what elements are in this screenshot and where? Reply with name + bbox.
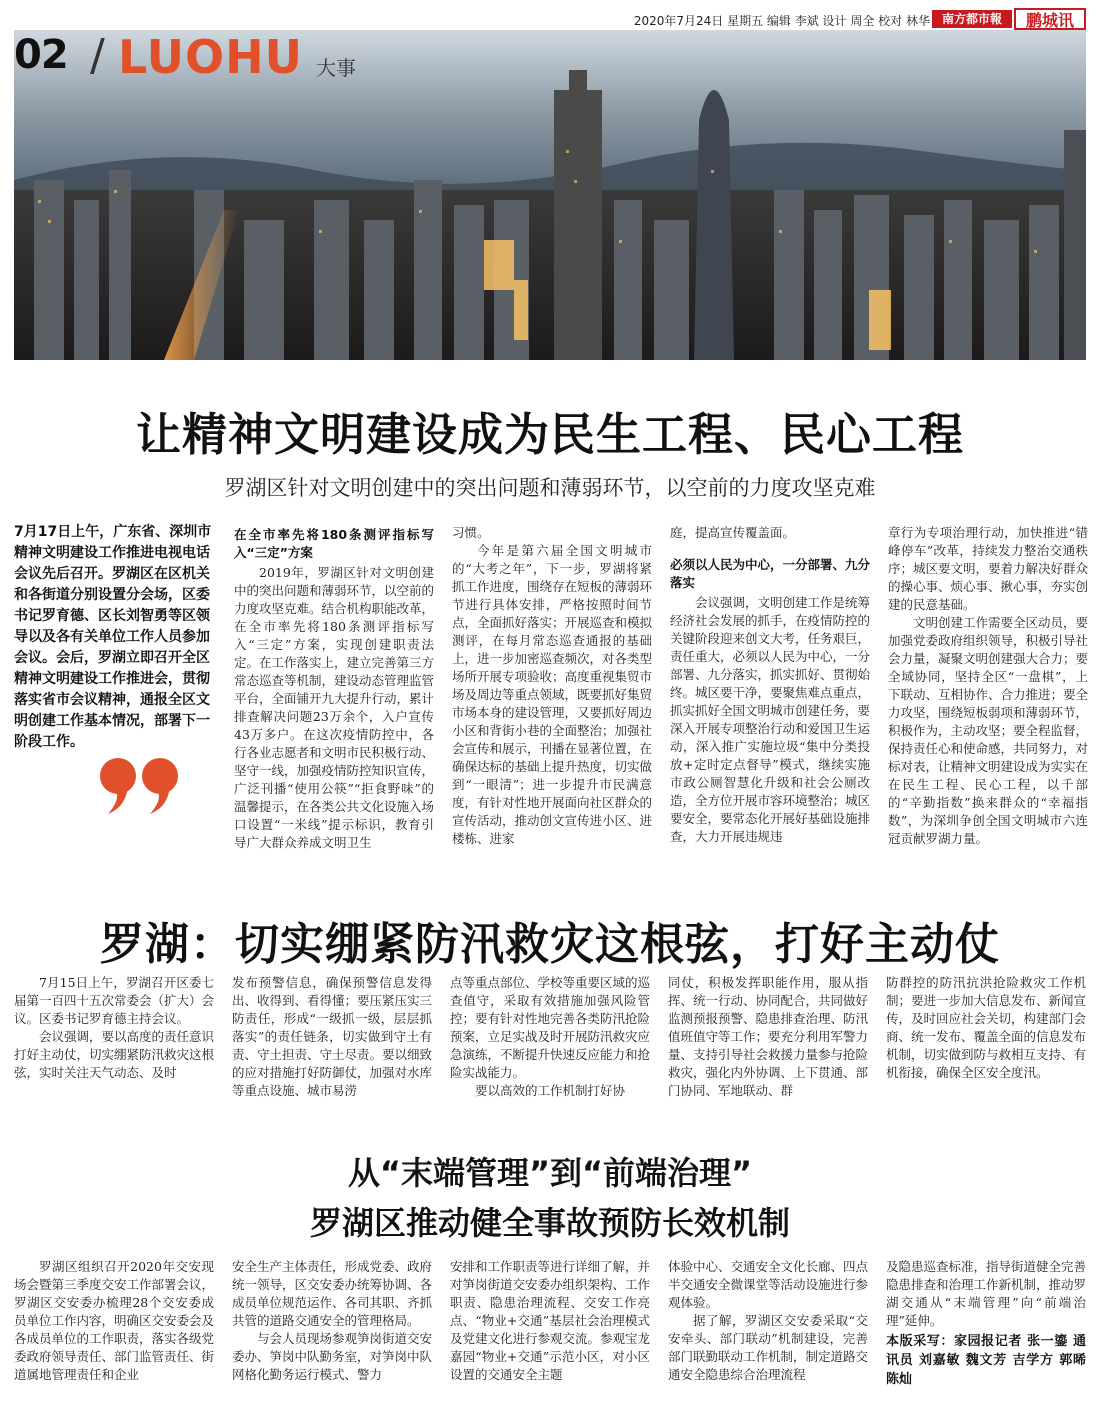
page-number: 02 <box>14 32 68 78</box>
article2-paragraph: 同仗，积极发挥职能作用，服从指挥、统一行动、协同配合，共同做好监测预报预警、隐患排查治理、防汛值班值守等工作；要充分利用军警力量、支持引导社会救援力量参与抢险救灾，强化内外协调、上下贯通、部门协同、军地联动、群 <box>668 975 869 1098</box>
article3-paragraph: 罗湖区组织召开2020年交安现场会暨第三季度交安工作部署会议，罗湖区交安委办梳理28个交安委成员单位工作内容，明确区交安委会及各成员单位的工作职责，落实各级党委政府领导责任、部门监管责任、街道属地管理责任和企业 <box>14 1259 215 1382</box>
article3-paragraph: 及隐患巡查标准，指导街道健全完善隐患排查和治理工作新机制，推动罗湖交通从“末端管理”向“前端治理”延伸。 <box>886 1259 1087 1328</box>
section-name: LUOHU <box>118 30 303 84</box>
article1-paragraph: 2019年，罗湖区针对文明创建中的突出问题和薄弱环节，以空前的力度攻坚克难。结合机构职能改革，在全市率先将180条测评指标写入“三定”方案，实现创建职责法定。在工作落实上，建立完善第三方常态巡查等机制，建设动态管理监管平台，全面铺开九大提升行动，累计排查解决问题23万余个，入户宣传43万多户。在这次疫情防控中，各行各业志愿者和文明市民积极行动、坚守一线，加强疫情防控知识宣传，广泛刊播“使用公筷”“拒食野味”的温馨提示，在各类公共文化设施入场口设置“一米线”提示标识，教育引导广大群众养成文明卫生 <box>234 565 435 850</box>
article1-paragraph: 文明创建工作需要全区动员，要加强党委政府组织领导，积极引导社会力量，凝聚文明创建强大合力；要全域协同，坚持全区“一盘棋”，上下联动、互相协作、合力推进；要全力攻坚，围绕短板弱项和薄弱环节，积极作为，主动攻坚；要全程监督，保持责任心和使命感，共同努力，对标对表，让精神文明建设成为实实在在民生工程、民心工程，以千部的“辛勤指数”换来群众的“幸福指数”，为深圳争创全国文明城市六连冠贡献罗湖力量。 <box>888 615 1089 846</box>
masthead-divider: / <box>90 30 105 81</box>
article1-section-heading-1: 在全市率先将180条测评指标写入“三定”方案 <box>234 527 434 560</box>
article2-column-2 <box>232 974 432 1100</box>
article2-paragraph: 会议强调，要以高度的责任意识打好主动仗，切实绷紧防汛救灾这根弦，实时关注天气动态、及时 <box>14 1029 215 1080</box>
issue-meta: 2020年7月24日 星期五 编辑 李斌 设计 周全 校对 林华 <box>633 14 930 28</box>
article2-paragraph: 防群控的防汛抗洪抢险救灾工作机制；要进一步加大信息发布、新闻宣传，及时回应社会关切，构建部门会商、统一发布、覆盖全面的信息发布机制，切实做到防与救相互支持、有机衔接，确保全区安全度汛。 <box>886 975 1087 1080</box>
article1-lead: 7月17日上午，广东省、深圳市精神文明建设工作推进电视电话会议先后召开。罗湖区在区机关和各街道分别设置分会场，区委书记罗育德、区长刘智勇等区领导以及各有关单位工作人员参加会议。会后，罗湖立即召开全区精神文明建设工作推进会，贯彻落实省市会议精神，通报全区文明创建工作基本情况，部署下一阶段工作。 <box>14 524 212 750</box>
article2-paragraph: 点等重点部位、学校等重要区域的巡查值守，采取有效措施加强风险管控；要有针对性地完善各类防汛抢险预案，立足实战及时开展防汛救灾应急演练，不断提升快速反应能力和抢险实战能力。 <box>450 975 651 1080</box>
article1-headline: 让精神文明建设成为民生工程、民心工程 <box>135 408 964 461</box>
article1-paragraph: 习惯。 <box>452 525 490 540</box>
article2-paragraph: 要以高效的工作机制打好协 <box>475 1083 626 1098</box>
article1-column-4 <box>888 524 1088 848</box>
article2-headline: 罗湖：切实绷紧防汛救灾这根弦，打好主动仗 <box>100 919 1000 970</box>
article2-paragraph: 发布预警信息，确保预警信息发得出、收得到、看得懂；要压紧压实三防责任，形成“一级抓一级，层层抓落实”的责任链条，切实做到守土有责、守土担责、守土尽责。要以细致的应对措施打好防御仗，加强对水库等重点设施、城市易涝 <box>232 975 433 1098</box>
article1-paragraph: 庭，提高宣传覆盖面。 <box>670 525 796 540</box>
newspaper-logo: 南方都市報 <box>932 10 1012 28</box>
section-logo: 鹏城讯 <box>1014 8 1086 30</box>
article3-paragraph: 体验中心、交通安全文化长廊、四点半交通安全微课堂等活动设施进行参观体验。 <box>668 1259 869 1310</box>
article2-column-5 <box>886 974 1086 1082</box>
article3-paragraph: 与会人员现场参观笋岗街道交安委办、笋岗中队勤务室，对笋岗中队网格化勤务运行模式、警力 <box>232 1331 433 1382</box>
article3-paragraph: 安排和工作职责等进行详细了解，并对笋岗街道交安委办组织架构、工作职责、隐患治理流程、交安工作亮点、“物业+交通”基层社会治理模式及党建文化进行参观交流。参观宝龙嘉园“物业+交通”示范小区，对小区设置的交通安全主题 <box>450 1259 651 1382</box>
article3-headline-line1: 从“末端管理”到“前端治理” <box>347 1154 753 1192</box>
article3-column-3 <box>450 1258 650 1384</box>
byline-credits: 本版采写：家园报记者 张一鎏 通讯员 刘嘉敏 魏文芳 吉学方 郭晞 陈灿 <box>886 1334 1086 1387</box>
article3-paragraph: 据了解，罗湖区交安委采取“交安牵头、部门联动”机制建设，完善部门联勤联动工作机制，制定道路交通安全隐患综合治理流程 <box>668 1313 869 1382</box>
article1-paragraph: 今年是第六届全国文明城市的“大考之年”，下一步，罗湖将紧抓工作进度，围绕存在短板的薄弱环节进行具体安排，严格按照时间节点，全面抓好落实；开展巡查和模拟测评，在每月常态巡查通报的基础上，进一步加密巡查频次，对各类型场所开展专项验收；高度重视集贸市场及周边等重点领域，既要抓好集贸市场本身的建设管理，又要抓好周边小区和背街小巷的全面整治；加强社会宣传和展示，刊播在显著位置，在确保达标的基础上提升热度，切实做到“一眼清”；进一步提升市民满意度，有针对性地开展面向社区群众的宣传活动，推动创文宣传进小区、进楼栋、进家 <box>452 543 653 846</box>
article1-column-3 <box>670 524 870 846</box>
section-category: 大事 <box>316 56 356 80</box>
article3-column-2 <box>232 1258 432 1384</box>
article1-subhead: 罗湖区针对文明创建中的突出问题和薄弱环节，以空前的力度攻坚克难 <box>224 476 876 500</box>
article2-column-3 <box>450 974 650 1100</box>
page-header <box>0 0 1100 30</box>
article1-column-1 <box>234 524 434 852</box>
article3-column-1 <box>14 1258 214 1384</box>
article3-column-4 <box>668 1258 868 1384</box>
article3-column-5 <box>886 1258 1086 1389</box>
article2-paragraph: 7月15日上午，罗湖召开区委七届第一百四十五次常委会（扩大）会议。区委书记罗育德主持会议。 <box>14 975 215 1026</box>
article1-paragraph: 章行为专项治理行动，加快推进“错峰停车”改革，持续发力整治交通秩序；城区要文明，要着力解决好群众的操心事、烦心事、揪心事，夯实创建的民意基础。 <box>888 525 1089 612</box>
article2-column-1 <box>14 974 214 1082</box>
article1-column-2 <box>452 524 652 848</box>
article2-column-4 <box>668 974 868 1100</box>
article3-paragraph: 安全生产主体责任，形成党委、政府统一领导，区交安委办统筹协调、各成员单位规范运作、各司其职、齐抓共管的道路交通安全的管理格局。 <box>232 1259 433 1328</box>
article1-section-heading-2: 必须以人民为中心，一分部署、九分落实 <box>670 557 871 590</box>
article3-headline-line2: 罗湖区推动健全事故预防长效机制 <box>309 1204 790 1242</box>
section-masthead <box>14 30 514 82</box>
quote-mark-icon <box>98 756 188 816</box>
article1-paragraph: 会议强调，文明创建工作是统筹经济社会发展的抓手，在疫情防控的关键阶段迎来创文大考，任务艰巨，责任重大，必须以人民为中心，一分部署、九分落实，抓实抓好、贯彻始终。城区要干净，要聚焦难点重点，抓实抓好全国文明城市创建任务，要深入开展专项整治行动和爱国卫生运动，深入推广实施垃圾“集中分类投放+定时定点督导”模式，继续实施市政公厕智慧化升级和社会公厕改造，全方位开展市容环境整治；城区要安全，要常态化开展好基础设施排查，大力开展违规违 <box>670 595 871 844</box>
